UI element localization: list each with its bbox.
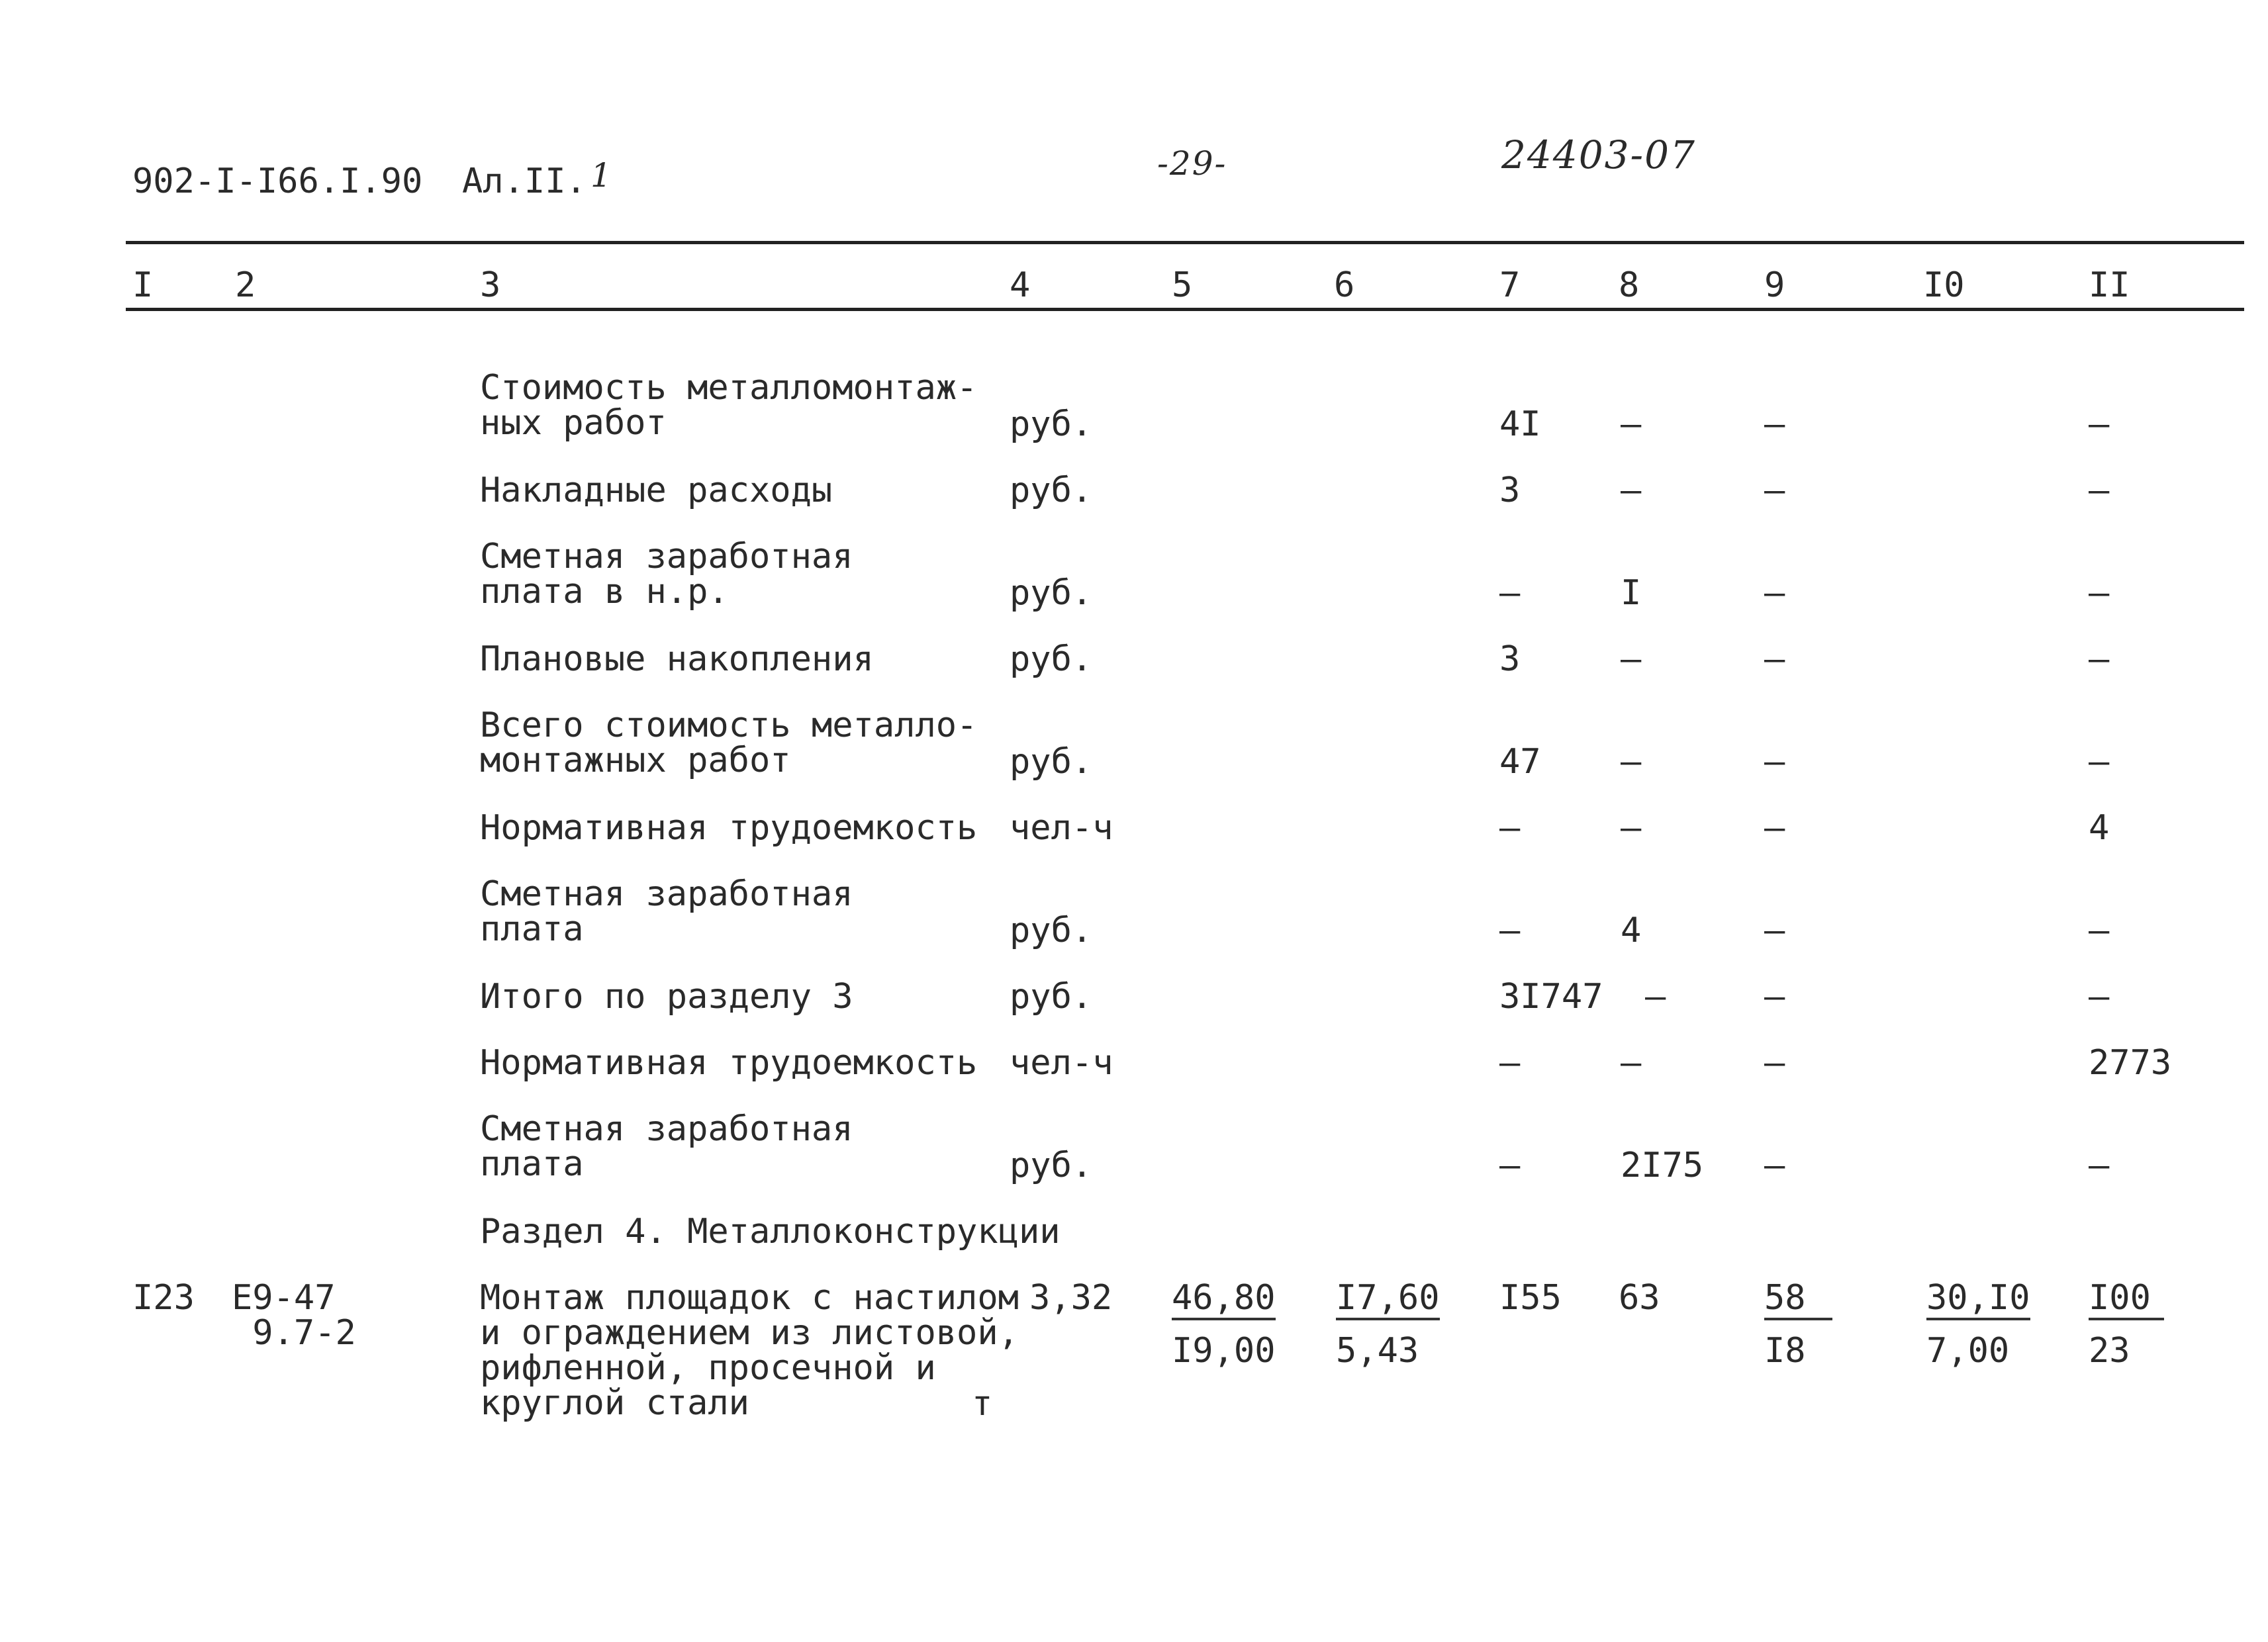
col-header-1: I [132,265,154,305]
row-col7: 3I747 [1499,977,1603,1017]
col-header-10: I0 [1923,265,1965,305]
row-col9: – [1764,404,1785,444]
row-col7: 47 [1499,742,1541,782]
item-col9-top: 58 [1764,1281,1832,1320]
row-col7: – [1499,808,1521,848]
row-col9: – [1764,1043,1785,1083]
row-col11: – [2089,911,2110,950]
row-col7: 4I [1499,404,1541,444]
row-name: Сметная заработная плата в н.р. [480,537,853,612]
row-unit: руб. [1010,639,1093,679]
item-col9-bottom: I8 [1764,1331,1806,1371]
row-col8: I [1621,573,1642,613]
row-unit: руб. [1010,911,1093,950]
row-name: Сметная заработная плата [480,874,853,949]
col-header-11: II [2089,265,2130,305]
row-col8: – [1621,471,1642,510]
row-unit: руб. [1010,573,1093,613]
row-col8: – [1621,639,1642,679]
row-col8: 2I75 [1621,1146,1704,1185]
row-name: Всего стоимость металло- монтажных работ [480,706,978,780]
row-col11: – [2089,573,2110,613]
col-header-7: 7 [1499,265,1521,305]
item-name: Монтаж площадок с настилом и ограждением из листовой, рифленной, просечной и круглой стали [480,1278,1019,1423]
row-col8: – [1621,404,1642,444]
col-header-6: 6 [1334,265,1355,305]
row-col9: – [1764,471,1785,510]
item-number: I23 [132,1278,195,1318]
col-header-2: 2 [235,265,256,305]
item-unit: т [972,1384,993,1424]
row-col11: 2773 [2089,1043,2172,1083]
col-header-8: 8 [1619,265,1640,305]
row-col8: – [1621,1043,1642,1083]
item-col5-top: 46,80 [1172,1281,1276,1320]
row-col11: – [2089,742,2110,782]
row-col7: – [1499,1146,1521,1185]
row-name: Нормативная трудоемкость [480,1043,978,1083]
row-col8: – [1621,808,1642,848]
item-col7: I55 [1499,1278,1562,1318]
row-col7: 3 [1499,471,1521,510]
section-title: Раздел 4. Металлоконструкции [480,1212,1061,1252]
row-col11: – [2089,1146,2110,1185]
row-col8: – [1645,977,1666,1017]
row-col11: – [2089,639,2110,679]
row-col9: – [1764,808,1785,848]
row-col7: 3 [1499,639,1521,679]
item-col5-bottom: I9,00 [1172,1331,1276,1371]
item-code: Е9-47 9.7-2 [232,1278,356,1353]
row-col7: – [1499,911,1521,950]
col-header-4: 4 [1010,265,1031,305]
document-code: 902-I-I66.I.90 [132,161,423,201]
row-unit: руб. [1010,977,1093,1017]
item-quantity: 3,32 [1029,1278,1113,1318]
col-header-3: 3 [480,265,501,305]
row-unit: чел-ч [1010,808,1113,848]
item-col11-top: I00 [2089,1281,2164,1320]
row-col9: – [1764,1146,1785,1185]
row-col9: – [1764,911,1785,950]
row-name: Нормативная трудоемкость [480,808,978,848]
row-unit: руб. [1010,742,1093,782]
row-name: Стоимость металломонтаж- ных работ [480,368,978,443]
item-col8: 63 [1619,1278,1660,1318]
row-col8: 4 [1621,911,1642,950]
col-header-5: 5 [1172,265,1193,305]
row-col11: – [2089,977,2110,1017]
item-col10-bottom: 7,00 [1926,1331,2010,1371]
row-unit: руб. [1010,471,1093,510]
header-top-rule [126,241,2244,244]
sheet-label: Ал.II. [462,161,587,201]
row-name: Накладные расходы [480,471,833,510]
item-col6-bottom: 5,43 [1336,1331,1419,1371]
item-col11-bottom: 23 [2089,1331,2130,1371]
item-col6-top: I7,60 [1336,1281,1440,1320]
col-header-9: 9 [1764,265,1785,305]
row-col9: – [1764,573,1785,613]
row-name: Плановые накопления [480,639,874,679]
row-unit: руб. [1010,1146,1093,1185]
item-col10-top: 30,I0 [1926,1281,2030,1320]
row-unit: чел-ч [1010,1043,1113,1083]
row-col7: – [1499,1043,1521,1083]
row-name: Итого по разделу 3 [480,977,853,1017]
row-col9: – [1764,977,1785,1017]
row-col11: – [2089,471,2110,510]
row-col11: – [2089,404,2110,444]
row-unit: руб. [1010,404,1093,444]
row-col9: – [1764,742,1785,782]
row-col7: – [1499,573,1521,613]
header-bottom-rule [126,308,2244,311]
row-name: Сметная заработная плата [480,1109,853,1184]
row-col11: 4 [2089,808,2110,848]
row-col9: – [1764,639,1785,679]
sheet-suffix: 1 [591,156,613,195]
inventory-number: 24403-07 [1501,132,1696,177]
page-number: -29- [1157,144,1227,183]
row-col8: – [1621,742,1642,782]
